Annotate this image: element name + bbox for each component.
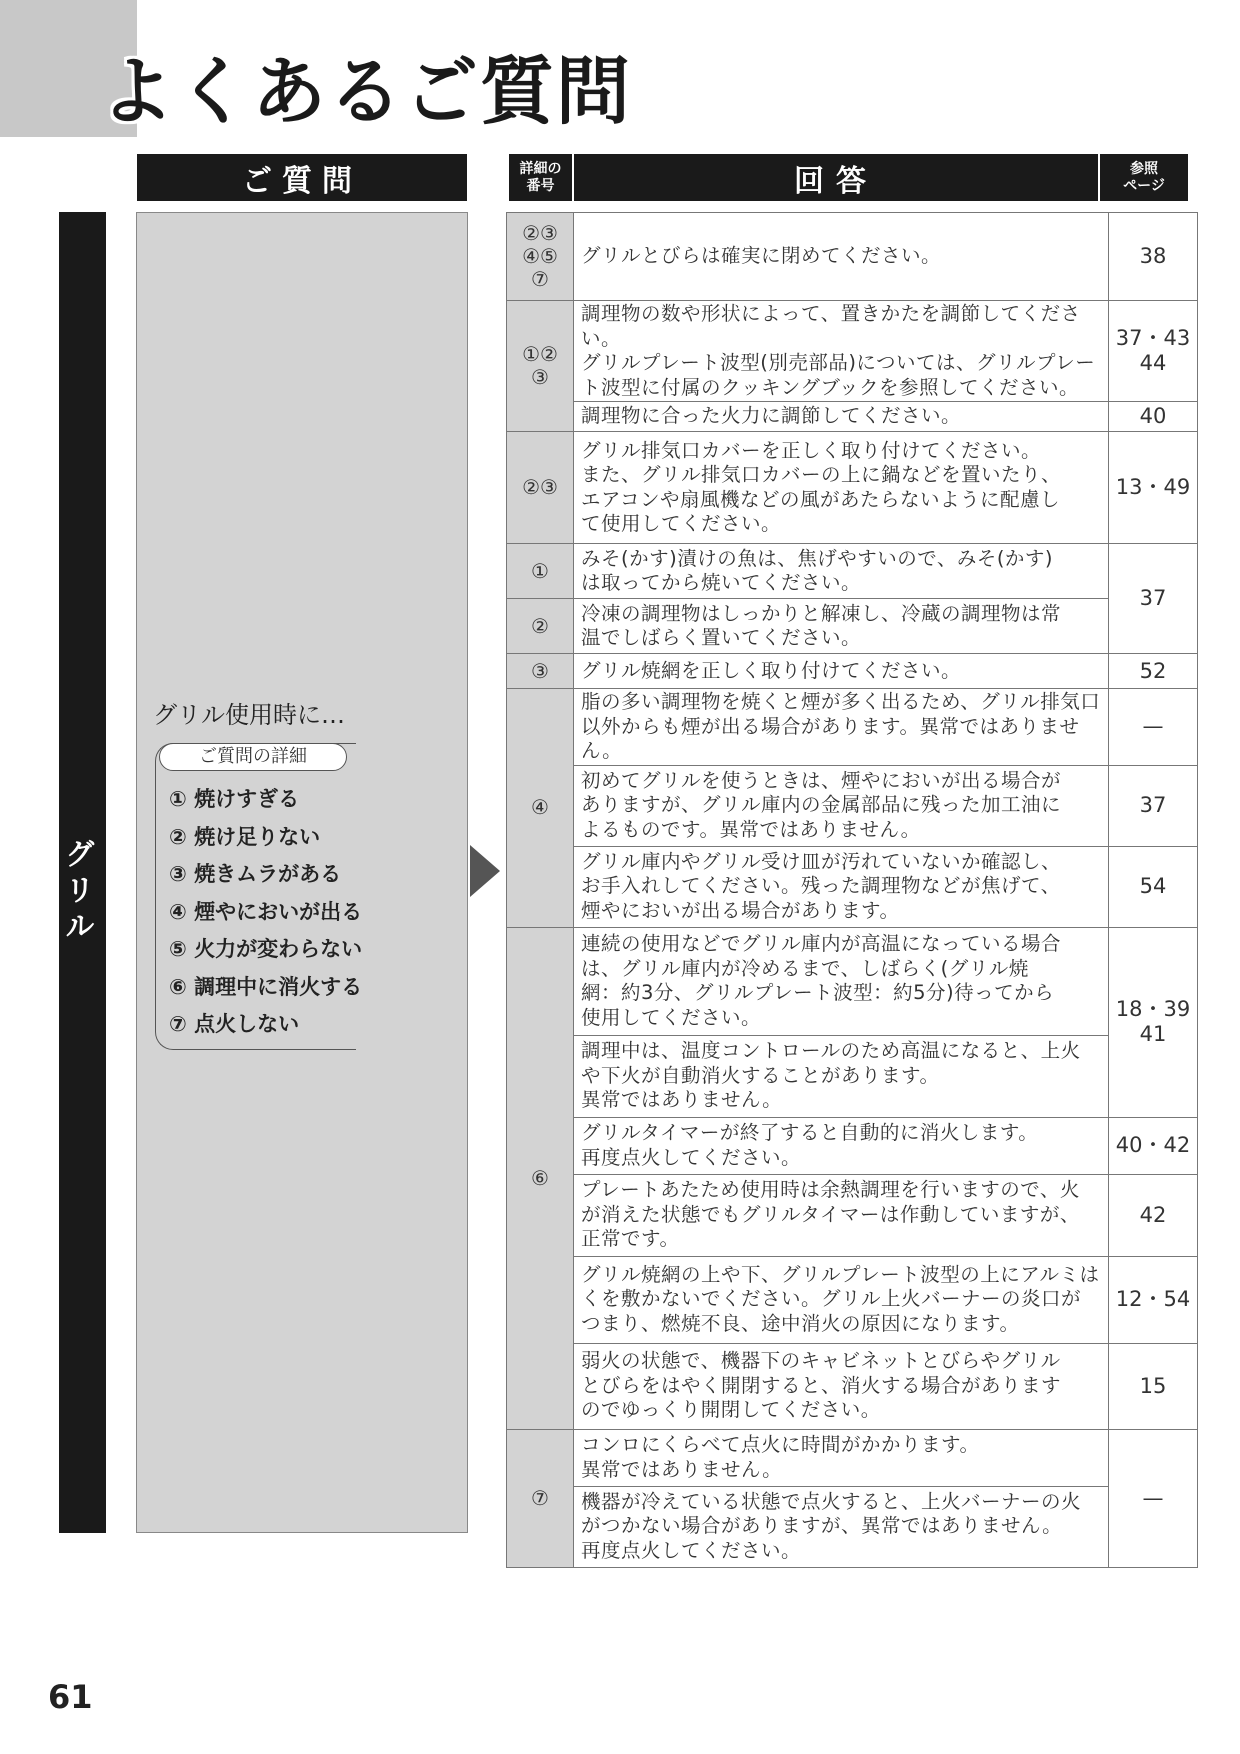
detail-number-cell: ④ bbox=[507, 689, 574, 928]
reference-page-cell: 15 bbox=[1109, 1343, 1198, 1429]
question-panel bbox=[136, 212, 468, 1533]
question-detail-item: ⑥ 調理中に消火する bbox=[169, 974, 363, 999]
detail-number-cell: ②③ ④⑤ ⑦ bbox=[507, 213, 574, 301]
answer-cell: 機器が冷えている状態で点火すると、上火バーナーの火 がつかない場合がありますが、異常ではありません。 再度点火してください。 bbox=[574, 1486, 1109, 1567]
reference-page-cell: 40 bbox=[1109, 402, 1198, 432]
answer-cell: グリル焼網を正しく取り付けてください。 bbox=[574, 654, 1109, 689]
answer-cell: 調理物の数や形状によって、置きかたを調節してください。 グリルプレート波型(別売部品)については、グリルプレー ト波型に付属のクッキングブックを参照してください。 bbox=[574, 301, 1109, 402]
reference-page-cell: 13・49 bbox=[1109, 432, 1198, 544]
table-row bbox=[507, 1486, 1198, 1567]
reference-page-cell: 38 bbox=[1109, 213, 1198, 301]
table-row bbox=[507, 1035, 1198, 1117]
table-row bbox=[507, 1343, 1198, 1429]
reference-page-cell: 42 bbox=[1109, 1174, 1198, 1256]
answer-cell: 脂の多い調理物を焼くと煙が多く出るため、グリル排気口 以外からも煙が出る場合があります。異常ではありません。 bbox=[574, 689, 1109, 766]
reference-page-cell: 12・54 bbox=[1109, 1256, 1198, 1343]
header-detail-number: 詳細の 番号 bbox=[509, 154, 572, 201]
answer-cell: みそ(かす)漬けの魚は、焦げやすいので、みそ(かす) は取ってから焼いてください。 bbox=[574, 544, 1109, 599]
table-row bbox=[507, 1174, 1198, 1256]
question-detail-item: ⑤ 火力が変わらない bbox=[169, 937, 363, 961]
arrow-right-icon bbox=[470, 845, 500, 897]
table-row bbox=[507, 846, 1198, 927]
answer-cell: プレートあたため使用時は余熱調理を行いますので、火 が消えた状態でもグリルタイマーは作動していますが、 正常です。 bbox=[574, 1174, 1109, 1256]
page-number: 61 bbox=[48, 1678, 93, 1716]
table-row bbox=[507, 213, 1198, 301]
table-row bbox=[507, 599, 1198, 654]
question-detail-item: ① 焼けすぎる bbox=[169, 787, 300, 811]
answer-cell: グリル庫内やグリル受け皿が汚れていないか確認し、 お手入れしてください。残った調理物などが焦げて、 煙やにおいが出る場合があります。 bbox=[574, 846, 1109, 927]
detail-number-cell: ③ bbox=[507, 654, 574, 689]
detail-number-cell: ⑥ bbox=[507, 927, 574, 1429]
answer-cell: 冷凍の調理物はしっかりと解凍し、冷蔵の調理物は常 温でしばらく置いてください。 bbox=[574, 599, 1109, 654]
table-row bbox=[507, 927, 1198, 1035]
reference-page-cell: 37 bbox=[1109, 544, 1198, 654]
reference-page-cell: 52 bbox=[1109, 654, 1198, 689]
reference-page-cell: 18・39 41 bbox=[1109, 927, 1198, 1117]
header-question: ご質問 bbox=[137, 154, 467, 201]
question-main: グリル使用時に… bbox=[153, 701, 345, 729]
answer-cell: 初めてグリルを使うときは、煙やにおいが出る場合が ありますが、グリル庫内の金属部品に残った加工油に よるものです。異常ではありません。 bbox=[574, 765, 1109, 846]
answer-cell: コンロにくらべて点火に時間がかかります。 異常ではありません。 bbox=[574, 1429, 1109, 1486]
table-row bbox=[507, 544, 1198, 599]
reference-page-cell: 54 bbox=[1109, 846, 1198, 927]
answer-cell: 連続の使用などでグリル庫内が高温になっている場合 は、グリル庫内が冷めるまで、しばらく(グリル焼 網：約3分、グリルプレート波型：約5分)待ってから 使用してください。 bbox=[574, 927, 1109, 1035]
table-row bbox=[507, 432, 1198, 544]
question-detail-item: ④ 煙やにおいが出る bbox=[169, 899, 363, 924]
reference-page-cell: 37 bbox=[1109, 765, 1198, 846]
detail-number-cell: ⑦ bbox=[507, 1429, 574, 1567]
answer-cell: 調理物に合った火力に調節してください。 bbox=[574, 402, 1109, 432]
table-row bbox=[507, 402, 1198, 432]
table-row bbox=[507, 765, 1198, 846]
answer-cell: グリルタイマーが終了すると自動的に消火します。 再度点火してください。 bbox=[574, 1117, 1109, 1174]
table-row bbox=[507, 1256, 1198, 1343]
table-row bbox=[507, 1117, 1198, 1174]
answer-cell: グリル焼網の上や下、グリルプレート波型の上にアルミは くを敷かないでください。グリル上火バーナーの炎口が つまり、燃焼不良、途中消火の原因になります。 bbox=[574, 1256, 1109, 1343]
question-detail-list bbox=[169, 781, 362, 1044]
detail-number-cell: ② bbox=[507, 599, 574, 654]
detail-number-cell: ①② ③ bbox=[507, 301, 574, 432]
table-row bbox=[507, 1429, 1198, 1486]
reference-page-cell: — bbox=[1109, 689, 1198, 766]
detail-number-cell: ②③ bbox=[507, 432, 574, 544]
answer-cell: グリルとびらは確実に閉めてください。 bbox=[574, 213, 1109, 301]
detail-number-cell: ① bbox=[507, 544, 574, 599]
category-sidebar bbox=[59, 212, 106, 1533]
reference-page-cell: 37・43 44 bbox=[1109, 301, 1198, 402]
table-row bbox=[507, 301, 1198, 402]
question-detail-label: ご質問の詳細 bbox=[159, 743, 347, 771]
answer-table bbox=[506, 212, 1198, 1568]
answer-cell: 弱火の状態で、機器下のキャビネットとびらやグリル とびらをはやく開閉すると、消火する場合があります のでゆっくり開閉してください。 bbox=[574, 1343, 1109, 1429]
table-row bbox=[507, 654, 1198, 689]
answer-cell: グリル排気口カバーを正しく取り付けてください。 また、グリル排気口カバーの上に鍋などを置いたり、 エアコンや扇風機などの風があたらないように配慮し て使用してください。 bbox=[574, 432, 1109, 544]
question-detail-item: ③ 焼きムラがある bbox=[169, 862, 342, 886]
category-label: グリル bbox=[59, 838, 94, 946]
question-detail-item: ② 焼け足りない bbox=[169, 824, 321, 849]
reference-page-cell: — bbox=[1109, 1429, 1198, 1567]
table-row bbox=[507, 689, 1198, 766]
question-detail-item: ⑦ 点火しない bbox=[169, 1012, 300, 1036]
reference-page-cell: 40・42 bbox=[1109, 1117, 1198, 1174]
header-answer: 回答 bbox=[574, 154, 1098, 201]
page-title: よくあるご質問 bbox=[100, 49, 632, 135]
answer-cell: 調理中は、温度コントロールのため高温になると、上火 や下火が自動消火することがあります。 異常ではありません。 bbox=[574, 1035, 1109, 1117]
header-reference-page: 参照 ページ bbox=[1100, 154, 1188, 201]
